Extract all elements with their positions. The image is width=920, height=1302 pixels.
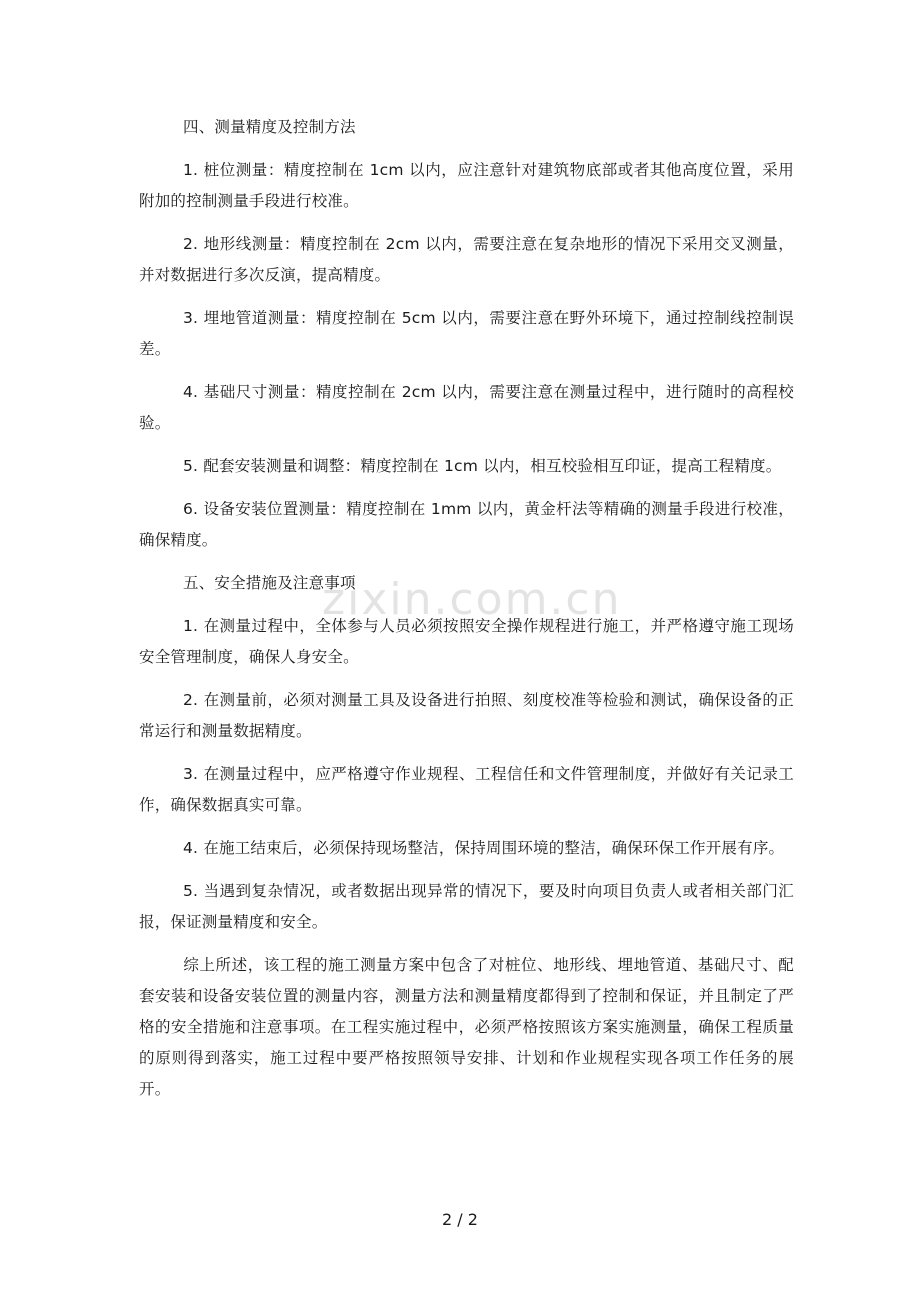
page-number: 2 / 2: [442, 1210, 478, 1229]
paragraph-safety-5: 5. 当遇到复杂情况，或者数据出现异常的情况下，要及时向项目负责人或者相关部门汇报，保证测量精度和安全。: [139, 882, 794, 931]
paragraph-safety-1: 1. 在测量过程中，全体参与人员必须按照安全操作规程进行施工，并严格遵守施工现场安全管理制度，确保人身安全。: [139, 617, 794, 666]
paragraph-safety-4: 4. 在施工结束后，必须保持现场整洁，保持周围环境的整洁，确保环保工作开展有序。: [183, 839, 785, 857]
paragraph-summary: 综上所述，该工程的施工测量方案中包含了对桩位、地形线、埋地管道、基础尺寸、配套安装和设备安装位置的测量内容，测量方法和测量精度都得到了控制和保证，并且制定了严格的安全措施和注意事项。在工程实施过程中，必须严格按照该方案实施测量，确保工程质量的原则得到落实，施工过程中要严格按照领导安排、计划和作业规程实现各项工作任务的展开。: [139, 956, 794, 1098]
paragraph-foundation-size: 4. 基础尺寸测量：精度控制在 2cm 以内，需要注意在测量过程中，进行随时的高程校验。: [139, 383, 794, 432]
paragraph-pile-position: 1. 桩位测量：精度控制在 1cm 以内，应注意针对建筑物底部或者其他高度位置，采用附加的控制测量手段进行校准。: [139, 161, 794, 210]
section-heading-4: 四、测量精度及控制方法: [183, 118, 356, 136]
paragraph-safety-3: 3. 在测量过程中，应严格遵守作业规程、工程信任和文件管理制度，并做好有关记录工作，确保数据真实可靠。: [139, 765, 794, 814]
section-heading-5: 五、安全措施及注意事项: [183, 574, 356, 592]
paragraph-terrain-line: 2. 地形线测量：精度控制在 2cm 以内，需要注意在复杂地形的情况下采用交叉测量，并对数据进行多次反演，提高精度。: [139, 235, 794, 284]
document-body: [139, 112, 794, 1117]
paragraph-safety-2: 2. 在测量前，必须对测量工具及设备进行拍照、刻度校准等检验和测试，确保设备的正常运行和测量数据精度。: [139, 691, 794, 740]
watermark-text: zixin.com.cn: [322, 574, 622, 625]
paragraph-equipment-position: 6. 设备安装位置测量：精度控制在 1mm 以内，黄金杆法等精确的测量手段进行校准，确保精度。: [139, 500, 794, 549]
paragraph-installation-adjust: 5. 配套安装测量和调整：精度控制在 1cm 以内，相互校验相互印证，提高工程精度。: [183, 457, 782, 475]
paragraph-buried-pipe: 3. 埋地管道测量：精度控制在 5cm 以内，需要注意在野外环境下，通过控制线控制误差。: [139, 309, 794, 358]
